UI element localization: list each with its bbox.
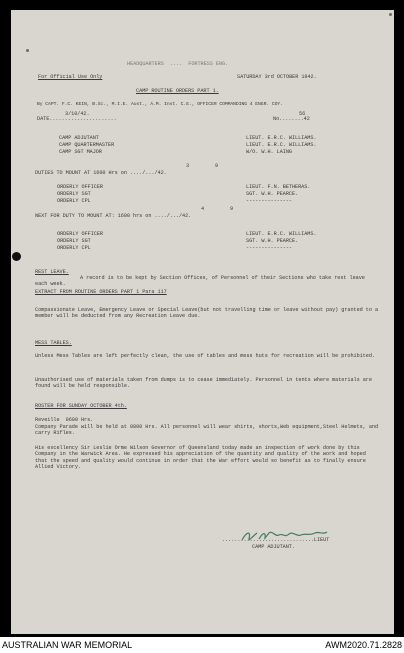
duty-role: ORDERLY SGT (57, 191, 91, 197)
rest-leave-heading: REST LEAVE. (35, 269, 69, 275)
duty-role: ORDERLY OFFICER (57, 231, 103, 237)
officer-commanding-line: By CAPT. F.C. KEIN, B.Sc., M.I.E. Aust., A.M. Inst. C.E., OFFICER COMMANDING 4 ENGR. COY. (37, 102, 283, 107)
duties-next-line: NEXT FOR DUTY TO MOUNT AT: 1600 hrs on ..../.../42. (35, 213, 192, 219)
order-number: 56 (299, 111, 306, 117)
appointment-role: CAMP QUARTERMASTER (59, 142, 115, 148)
order-number-label: No........42 (273, 116, 310, 122)
duty-name: SGT. W.H. PEARCE. (246, 238, 299, 244)
archive-footer (0, 637, 404, 653)
duty-day: 4 (201, 206, 205, 212)
pin-mark (26, 49, 29, 52)
document-title-line: HEADQUARTERS .... FORTRESS ENG. (127, 61, 229, 67)
extract-heading: EXTRACT FROM ROUTINE ORDERS PART 1 Para 117 (35, 289, 167, 295)
signatory-title: CAMP ADJUTANT. (252, 544, 295, 550)
official-use-label: For Official Use Only (38, 74, 103, 80)
duty-name: LIEUT. E.R.C. WILLIAMS. (246, 231, 317, 237)
footer-accession-number: AWM2020.71.2828 (325, 640, 402, 650)
pin-mark (389, 13, 392, 16)
materials-text: Unauthorised use of materials taken from dumps is to cease immediately. Personnel in tents where materials are found will be held responsible. (35, 377, 372, 390)
document-page (11, 10, 394, 634)
duties-today-line: DUTIES TO MOUNT AT 1600 Hrs on ..../.../42. (35, 170, 167, 176)
appointment-name: LIEUT. E.R.C. WILLIAMS. (246, 135, 317, 141)
duty-name: --------------- (246, 245, 292, 251)
duty-role: ORDERLY CPL (57, 245, 91, 251)
duty-name: SGT. W.H. PEARCE. (246, 191, 299, 197)
mess-tables-text: Unless Mess Tables are left perfectly clean, the use of tables and mess huts for recreation will be prohibited. (35, 353, 375, 359)
duty-month: 9 (230, 206, 234, 212)
duty-day: 3 (186, 163, 190, 169)
reveille-line: Reveille 0600 Hrs. (35, 417, 94, 423)
duty-month: 9 (215, 163, 219, 169)
duty-role: ORDERLY CPL (57, 198, 91, 204)
roster-heading: ROSTER FOR SUNDAY OCTOBER 4th. (35, 403, 127, 409)
document-date: SATURDAY 3rd OCTOBER 1942. (237, 74, 317, 80)
reference-date-label: DATE...................... (37, 116, 117, 122)
duty-name: LIEUT. F.N. BETHERAS. (246, 184, 311, 190)
duty-name: --------------- (246, 198, 292, 204)
signature-line: ..............................LIEUT (222, 537, 330, 543)
appointment-name: W/O. W.H. LAING (246, 149, 292, 155)
orders-title: CAMP ROUTINE ORDERS PART 1. (136, 88, 219, 94)
governor-inspection-text: His excellency Sir Leslie Orme Wilson Governor of Queensland today made an inspection of work done by this Company in the Warwick Area. He expressed his appreciation of the quantity and quality of the work and hoped that the speed and quality would continue in order that the War effort would so benefit as to finally ensure Allied Victory. (35, 445, 366, 470)
appointment-name: LIEUT. E.R.C. WILLIAMS. (246, 142, 317, 148)
duty-role: ORDERLY SGT (57, 238, 91, 244)
reference-date: 3/10/42. (65, 111, 90, 117)
footer-institution: AUSTRALIAN WAR MEMORIAL (2, 640, 133, 650)
duty-role: ORDERLY OFFICER (57, 184, 103, 190)
appointment-role: CAMP ADJUTANT (59, 135, 99, 141)
appointment-role: CAMP SGT MAJOR (59, 149, 102, 155)
parade-text: Company Parade will be held at 0800 Hrs. All personnel will wear shirts, shorts,Web equipment,Steel Helmets, and carry Rifles. (35, 424, 379, 437)
rest-leave-text: A record is to be kept by Section Offices, of Personnel of their Sections who take rest leave each week. (35, 275, 365, 288)
punch-hole (12, 252, 21, 261)
extract-text: Compassionate Leave, Emergency Leave or Special Leave(but not travelling time or leave without pay) granted to a member will be deducted from any Recreation Leave due. (35, 307, 379, 320)
mess-tables-heading: MESS TABLES. (35, 340, 72, 346)
